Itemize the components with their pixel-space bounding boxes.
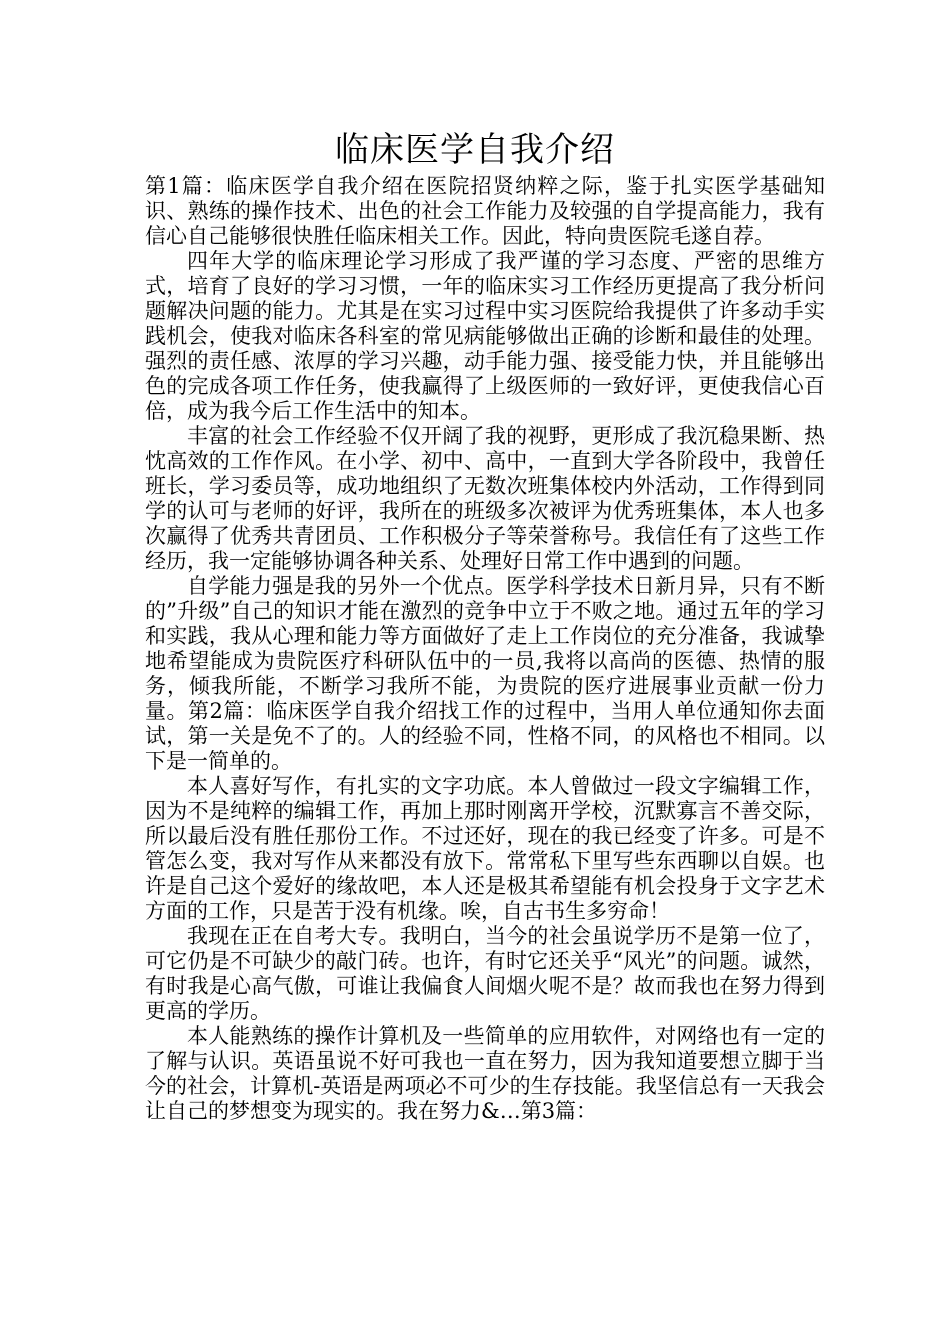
paragraph-3: 丰富的社会工作经验不仅开阔了我的视野，更形成了我沉稳果断、热忱高效的工作作风。在小学、初中、高中，一直到大学各阶段中，我曾任班长，学习委员等，成功地组织了无数次班集体校内外活动，工作得到同学的认可与老师的好评，我所在的班级多次被评为优秀班集体，本人也多次赢得了优秀共青团员、工作积极分子等荣誉称号。我信任有了这些工作经历，我一定能够协调各种关系、处理好日常工作中遇到的问题。 bbox=[145, 424, 825, 573]
paragraph-6: 我现在正在自考大专。我明白，当今的社会虽说学历不是第一位了，可它仍是不可缺少的敲门砖。也许，有时它还关乎“风光”的问题。诚然，有时我是心高气傲，可谁让我偏食人间烟火呢不是？故而我也在努力得到更高的学历。 bbox=[145, 924, 825, 1023]
paragraph-5: 本人喜好写作，有扎实的文字功底。本人曾做过一段文字编辑工作，因为不是纯粹的编辑工作，再加上那时刚离开学校，沉默寡言不善交际，所以最后没有胜任那份工作。不过还好，现在的我已经变了许多。可是不管怎么变，我对写作从来都没有放下。常常私下里写些东西聊以自娱。也许是自己这个爱好的缘故吧，本人还是极其希望能有机会投身于文字艺术方面的工作，只是苦于没有机缘。唉，自古书生多穷命！ bbox=[145, 774, 825, 923]
document-title: 临床医学自我介绍 bbox=[335, 130, 615, 170]
document-body bbox=[145, 174, 825, 1124]
paragraph-1: 第1篇：临床医学自我介绍在医院招贤纳粹之际，鉴于扎实医学基础知识、熟练的操作技术、出色的社会工作能力及较强的自学提高能力，我有信心自己能够很快胜任临床相关工作。因此，特向贵医院毛遂自荐。 bbox=[145, 174, 825, 248]
paragraph-2: 四年大学的临床理论学习形成了我严谨的学习态度、严密的思维方式，培育了良好的学习习惯，一年的临床实习工作经历更提高了我分析问题解决问题的能力。尤其是在实习过程中实习医院给我提供了许多动手实践机会，使我对临床各科室的常见病能够做出正确的诊断和最佳的处理。强烈的责任感、浓厚的学习兴趣，动手能力强、接受能力快，并且能够出色的完成各项工作任务，使我赢得了上级医师的一致好评，更使我信心百倍，成为我今后工作生活中的知本。 bbox=[145, 249, 825, 423]
paragraph-4: 自学能力强是我的另外一个优点。医学科学技术日新月异，只有不断的”升级”自己的知识才能在激烈的竞争中立于不败之地。通过五年的学习和实践，我从心理和能力等方面做好了走上工作岗位的充分准备，我诚挚地希望能成为贵院医疗科研队伍中的一员,我将以高尚的医德、热情的服务，倾我所能，不断学习我所不能，为贵院的医疗进展事业贡献一份力量。第2篇：临床医学自我介绍找工作的过程中，当用人单位通知你去面试，第一关是免不了的。人的经验不同，性格不同，的风格也不相同。以下是一简单的。 bbox=[145, 574, 825, 773]
paragraph-7: 本人能熟练的操作计算机及一些简单的应用软件，对网络也有一定的了解与认识。英语虽说不好可我也一直在努力，因为我知道要想立脚于当今的社会，计算机-英语是两项必不可少的生存技能。我坚信总有一天我会让自己的梦想变为现实的。我在努力&…第3篇： bbox=[145, 1024, 825, 1123]
